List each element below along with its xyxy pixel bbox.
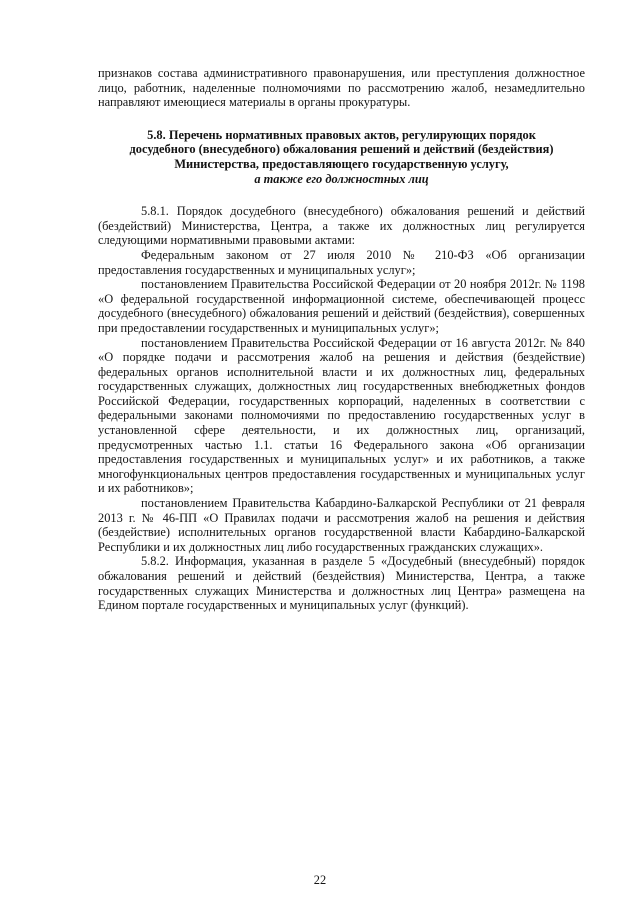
paragraph-decree-46-pp: постановлением Правительства Кабардино-Балкарской Республики от 21 февраля 2013 г. № 46-ПП «О Правилах подачи и рассмотрения жалоб на решения и действия (бездействие) исполнительных органов государственной власти Кабардино-Балкарской Республики и их должностных лиц либо государственных гражданских служащих». — [98, 496, 585, 554]
paragraph-5-8-1: 5.8.1. Порядок досудебного (внесудебного) обжалования решений и действий (бездействий) Министерства, Центра, а также их должностных лиц регулируется следующими нормативными правовыми актами: — [98, 204, 585, 248]
paragraph-decree-1198: постановлением Правительства Российской Федерации от 20 ноября 2012г. № 1198 «О федеральной государственной информационной системе, обеспечивающей процесс досудебного (внесудебного) обжалования решений и действий (бездействия), совершенных при предоставлении государственных и муниципальных услуг»; — [98, 277, 585, 335]
section-heading-line-2: досудебного (внесудебного) обжалования решений и действий (бездействия) — [129, 142, 554, 157]
document-body — [98, 66, 585, 613]
paragraph-5-8-2: 5.8.2. Информация, указанная в разделе 5 «Досудебный (внесудебный) порядок обжалования решений и действий (бездействия) Министерства, Центра, а также государственных служащих Министерства и должностных лиц Центра» размещена на Едином портале государственных и муниципальных услуг (функций). — [98, 554, 585, 613]
section-heading — [98, 128, 585, 186]
intro-paragraph: признаков состава административного правонарушения, или преступления должностное лицо, работник, наделенные полномочиями по рассмотрению жалоб, незамедлительно направляют имеющиеся материалы в органы прокуратуры. — [98, 66, 585, 110]
paragraph-decree-840: постановлением Правительства Российской Федерации от 16 августа 2012г. № 840 «О порядке подачи и рассмотрения жалоб на решения и действия (бездействие) федеральных органов исполнительной власти и их должностных лиц, федеральных государственных служащих, должностных лиц государственных внебюджетных фондов Российской Федерации, государственных корпораций, наделенных в соответствии с федеральными законами полномочиями по предоставлению государственных услуг в установленной сфере деятельности, и их должностных лиц, организаций, предусмотренных частью 1.1. статьи 16 Федерального закона «Об организации предоставления государственных и муниципальных услуг» и их работников, а также многофункциональных центров предоставления государственных и муниципальных услуг и их работников»; — [98, 335, 585, 496]
paragraph-federal-law: Федеральным законом от 27 июля 2010 № 210-ФЗ «Об организации предоставления государственных и муниципальных услуг»; — [98, 247, 585, 277]
section-heading-line-1: 5.8. Перечень нормативных правовых актов, регулирующих порядок — [147, 127, 536, 142]
page-number: 22 — [313, 873, 327, 887]
section-heading-line-4: а также его должностных лиц — [254, 171, 429, 186]
section-heading-line-3: Министерства, предоставляющего государственную услугу, — [174, 156, 509, 171]
